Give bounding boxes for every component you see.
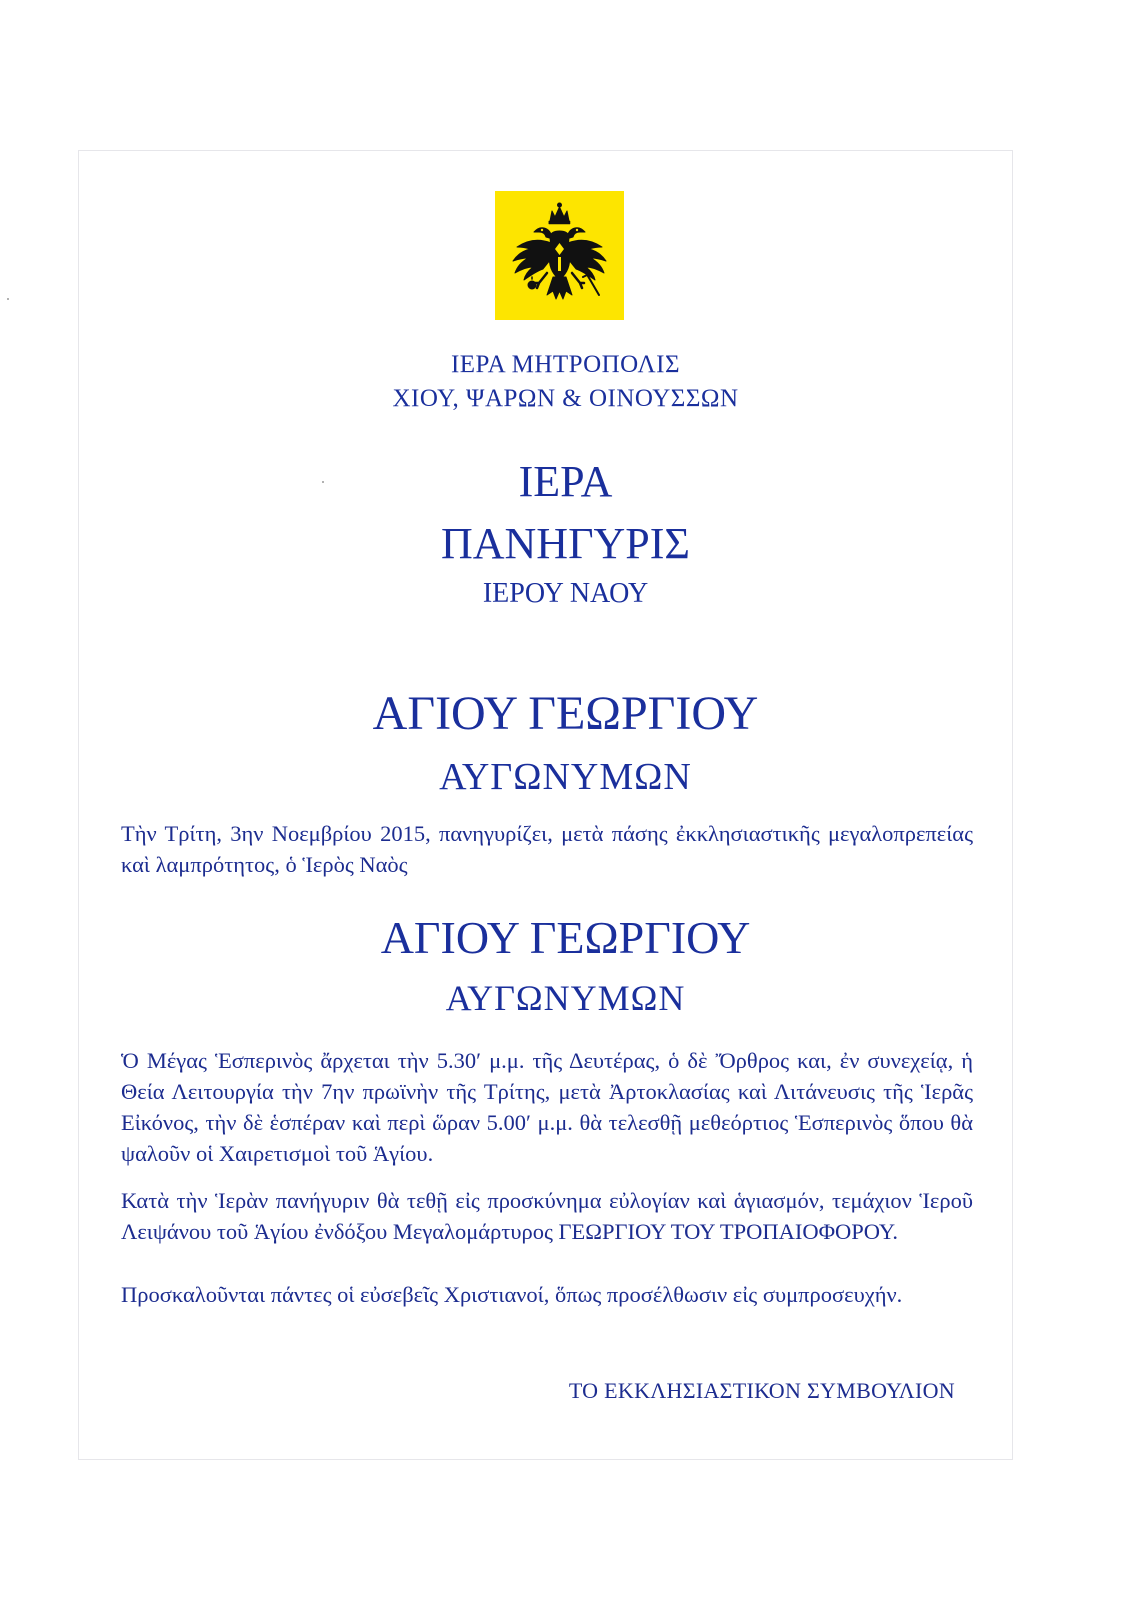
- schedule-paragraph: Ὁ Μέγας Ἑσπερινὸς ἄρχεται τὴν 5.30′ μ.μ. τῆς Δευτέρας, ὁ δὲ Ὄρθρος και, ἐν συνεχείᾳ, ἡ Θεία Λειτουργία τὴν 7ην πρωϊνὴν τῆς Τρίτης, μετὰ Ἀρτοκλασίας καὶ Λιτάνευσις τῆς Ἱερᾶς Εἰκόνος, τὴν δὲ ἑσπέραν καὶ περὶ ὥραν 5.00′ μ.μ. θὰ τελεσθῇ μεθεόρτιος Ἑσπερινὸς ὅπου θὰ ψαλοῦν οἱ Χαιρετισμοὶ τοῦ Ἁγίου.: [121, 1048, 973, 1166]
- title-ierou-naou: ΙΕΡΟΥ ΝΑΟΥ: [482, 578, 649, 609]
- church-name-repeat: ΑΓΙΟΥ ΓΕΩΡΓΙΟΥ: [380, 912, 751, 963]
- document-frame: [78, 150, 1013, 1460]
- location-repeat: ΑΥΓΩΝΥΜΩΝ: [445, 978, 686, 1018]
- metropolis-name: ΙΕΡΑ ΜΗΤΡΟΠΟΛΙΣ: [450, 351, 681, 378]
- byzantine-double-headed-eagle-icon: [495, 191, 624, 320]
- title-panigyris: ΠΑΝΗΓΥΡΙΣ: [440, 519, 691, 568]
- intro-paragraph: Τὴν Τρίτη, 3ην Νοεμβρίου 2015, πανηγυρίζει, μετὰ πάσης ἐκκλησιαστικῆς μεγαλοπρεπείας καὶ λαμπρότητος, ὁ Ἱερὸς Ναὸς: [121, 821, 973, 877]
- emblem: [495, 191, 624, 320]
- scan-speck: [7, 298, 9, 300]
- title-iera: ΙΕΡΑ: [518, 457, 613, 506]
- invitation-paragraph: Προσκαλοῦνται πάντες οἱ εὐσεβεῖς Χριστιανοί, ὅπως προσέλθωσιν εἰς συμπροσευχήν.: [121, 1282, 903, 1307]
- location-heading: ΑΥΓΩΝΥΜΩΝ: [439, 756, 692, 798]
- church-name-heading: ΑΓΙΟΥ ΓΕΩΡΓΙΟΥ: [372, 687, 759, 740]
- metropolis-region: ΧΙΟΥ, ΨΑΡΩΝ & ΟΙΝΟΥΣΣΩΝ: [392, 385, 739, 412]
- relics-paragraph: Κατὰ τὴν Ἱερὰν πανήγυριν θὰ τεθῇ εἰς προσκύνημα εὐλογίαν καὶ ἁγιασμόν, τεμάχιον Ἱεροῦ Λειψάνου τοῦ Ἁγίου ἐνδόξου Μεγαλομάρτυρος ΓΕΩΡΓΙΟΥ ΤΟΥ ΤΡΟΠΑΙΟΦΟΡΟΥ.: [121, 1188, 973, 1244]
- signature: ΤΟ ΕΚΚΛΗΣΙΑΣΤΙΚΟΝ ΣΥΜΒΟΥΛΙΟΝ: [568, 1378, 955, 1403]
